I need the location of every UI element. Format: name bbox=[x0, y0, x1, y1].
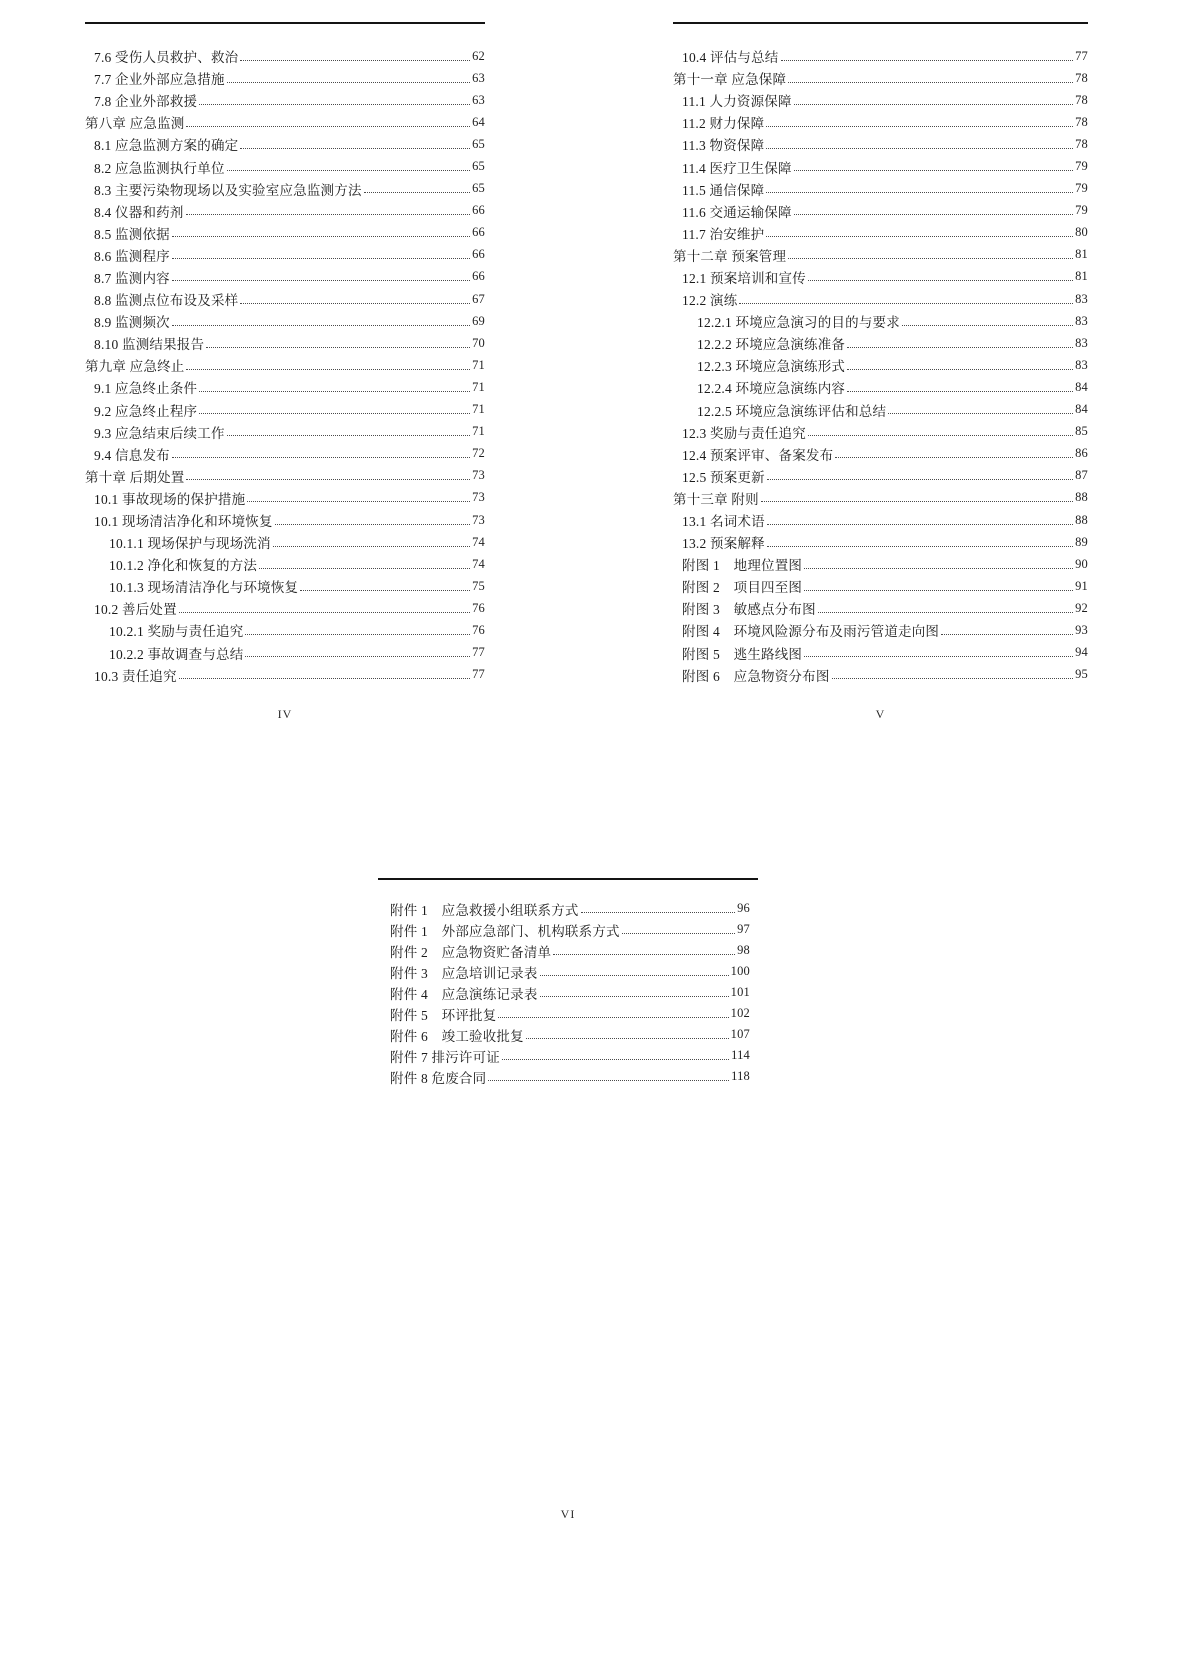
dot-leader bbox=[781, 60, 1074, 61]
attachments-page-vi bbox=[378, 878, 758, 1087]
toc-entry bbox=[673, 89, 1088, 111]
toc-entry-title: 附图 4 环境风险源分布及雨污管道走向图 bbox=[682, 624, 940, 640]
toc-entry bbox=[673, 266, 1088, 288]
toc-entry bbox=[85, 67, 485, 89]
toc-entry-title: 附件 5 环评批复 bbox=[390, 1007, 497, 1023]
toc-entry-title: 附件 1 应急救援小组联系方式 bbox=[390, 902, 579, 918]
dot-leader bbox=[227, 82, 470, 83]
page-v-header-rule bbox=[673, 22, 1088, 24]
toc-entry-title: 12.4 预案评审、备案发布 bbox=[682, 447, 834, 463]
toc-entry-title: 12.2 演练 bbox=[682, 293, 738, 309]
toc-entry-title: 7.7 企业外部应急措施 bbox=[94, 72, 225, 88]
toc-entry bbox=[673, 575, 1088, 597]
dot-leader bbox=[767, 524, 1073, 525]
dot-leader bbox=[553, 954, 735, 955]
dot-leader bbox=[581, 912, 735, 913]
toc-entry-page-number: 62 bbox=[472, 48, 485, 63]
toc-entry-page-number: 65 bbox=[472, 181, 485, 196]
dot-leader bbox=[808, 280, 1073, 281]
toc-entry-title: 12.1 预案培训和宣传 bbox=[682, 270, 806, 286]
dot-leader bbox=[766, 148, 1073, 149]
toc-entry-page-number: 89 bbox=[1075, 534, 1088, 549]
toc-entry-page-number: 79 bbox=[1075, 181, 1088, 196]
dot-leader bbox=[227, 170, 470, 171]
dot-leader bbox=[186, 126, 470, 127]
toc-entry bbox=[673, 200, 1088, 222]
toc-entry bbox=[673, 597, 1088, 619]
dot-leader bbox=[788, 258, 1073, 259]
toc-entry-title: 附图 5 逃生路线图 bbox=[682, 646, 803, 662]
toc-entry-page-number: 93 bbox=[1075, 622, 1088, 637]
toc-entry bbox=[378, 1024, 758, 1045]
toc-entry bbox=[673, 664, 1088, 686]
toc-entry bbox=[673, 111, 1088, 133]
dot-leader bbox=[206, 347, 470, 348]
toc-entry-page-number: 101 bbox=[730, 985, 750, 999]
toc-entry bbox=[85, 266, 485, 288]
toc-entry bbox=[85, 155, 485, 177]
toc-entry-page-number: 77 bbox=[472, 667, 485, 682]
toc-entry-title: 11.2 财力保障 bbox=[682, 116, 765, 132]
toc-entry bbox=[673, 553, 1088, 575]
toc-entry bbox=[673, 354, 1088, 376]
toc-entry bbox=[85, 509, 485, 531]
toc-entry-page-number: 73 bbox=[472, 468, 485, 483]
toc-entry-title: 10.1 事故现场的保护措施 bbox=[94, 491, 246, 507]
toc-entry bbox=[85, 443, 485, 465]
dot-leader bbox=[199, 391, 470, 392]
dot-leader bbox=[794, 104, 1073, 105]
toc-entry-page-number: 78 bbox=[1075, 114, 1088, 129]
dot-leader bbox=[818, 612, 1073, 613]
toc-entry-title: 10.1.2 净化和恢复的方法 bbox=[109, 558, 258, 574]
dot-leader bbox=[240, 60, 470, 61]
toc-entry-title: 附图 2 项目四至图 bbox=[682, 580, 803, 596]
toc-entry-title: 11.6 交通运输保障 bbox=[682, 204, 792, 220]
toc-entry-page-number: 66 bbox=[472, 247, 485, 262]
toc-entry-title: 附图 3 敏感点分布图 bbox=[682, 602, 816, 618]
toc-entry-title: 附件 7 排污许可证 bbox=[390, 1049, 500, 1065]
toc-entry-title: 附件 2 应急物资贮备清单 bbox=[390, 944, 552, 960]
toc-entry-title: 10.4 评估与总结 bbox=[682, 50, 779, 66]
toc-entry-page-number: 73 bbox=[472, 490, 485, 505]
dot-leader bbox=[766, 126, 1073, 127]
toc-entry bbox=[673, 155, 1088, 177]
dot-leader bbox=[488, 1080, 729, 1081]
dot-leader bbox=[172, 325, 470, 326]
toc-entry-title: 10.1 现场清洁净化和环境恢复 bbox=[94, 514, 273, 530]
toc-entry-page-number: 77 bbox=[472, 645, 485, 660]
toc-entry-page-number: 90 bbox=[1075, 556, 1088, 571]
dot-leader bbox=[847, 347, 1073, 348]
dot-leader bbox=[364, 192, 470, 193]
toc-entry bbox=[673, 244, 1088, 266]
toc-entry bbox=[85, 222, 485, 244]
toc-entry-title: 9.4 信息发布 bbox=[94, 447, 170, 463]
toc-entry-page-number: 67 bbox=[472, 291, 485, 306]
dot-leader bbox=[767, 546, 1073, 547]
toc-entry-title: 7.8 企业外部救援 bbox=[94, 94, 198, 110]
dot-leader bbox=[172, 457, 470, 458]
toc-entry-title: 7.6 受伤人员救护、救治 bbox=[94, 50, 239, 66]
toc-entry-title: 13.1 名词术语 bbox=[682, 514, 765, 530]
toc-entry-page-number: 94 bbox=[1075, 645, 1088, 660]
toc-entry-page-number: 78 bbox=[1075, 92, 1088, 107]
dot-leader bbox=[199, 413, 470, 414]
toc-entry-title: 8.9 监测频次 bbox=[94, 315, 170, 331]
toc-entry-title: 11.4 医疗卫生保障 bbox=[682, 160, 792, 176]
toc-entry bbox=[673, 376, 1088, 398]
dot-leader bbox=[245, 656, 470, 657]
toc-entry-page-number: 78 bbox=[1075, 136, 1088, 151]
toc-entry-title: 附件 3 应急培训记录表 bbox=[390, 965, 538, 981]
toc-entry bbox=[85, 531, 485, 553]
toc-entry bbox=[673, 465, 1088, 487]
toc-entry bbox=[85, 376, 485, 398]
toc-entry bbox=[673, 509, 1088, 531]
dot-leader bbox=[804, 656, 1073, 657]
toc-entry-title: 8.2 应急监测执行单位 bbox=[94, 160, 225, 176]
toc-entry-title: 附件 8 危废合同 bbox=[390, 1070, 487, 1086]
toc-entry-page-number: 92 bbox=[1075, 600, 1088, 615]
toc-entry-page-number: 86 bbox=[1075, 446, 1088, 461]
toc-entry bbox=[85, 597, 485, 619]
dot-leader bbox=[498, 1017, 728, 1018]
toc-entry-title: 13.2 预案解释 bbox=[682, 536, 765, 552]
dot-leader bbox=[804, 590, 1073, 591]
toc-entry-page-number: 64 bbox=[472, 114, 485, 129]
toc-entry-page-number: 84 bbox=[1075, 402, 1088, 417]
toc-entry-title: 附图 1 地理位置图 bbox=[682, 558, 803, 574]
toc-entry-page-number: 96 bbox=[737, 901, 750, 915]
toc-entry bbox=[673, 399, 1088, 421]
dot-leader bbox=[902, 325, 1073, 326]
dot-leader bbox=[186, 369, 470, 370]
page-vi-footer-number: VI bbox=[560, 1507, 576, 1521]
toc-entry-page-number: 91 bbox=[1075, 578, 1088, 593]
toc-entry bbox=[85, 332, 485, 354]
toc-entry-title: 12.2.3 环境应急演练形式 bbox=[697, 359, 846, 375]
toc-entry bbox=[85, 354, 485, 376]
toc-entry-title: 12.3 奖励与责任追究 bbox=[682, 425, 806, 441]
toc-entry bbox=[673, 487, 1088, 509]
dot-leader bbox=[540, 996, 729, 997]
toc-entry-title: 10.2.1 奖励与责任追究 bbox=[109, 624, 244, 640]
dot-leader bbox=[227, 435, 470, 436]
toc-entry-page-number: 78 bbox=[1075, 70, 1088, 85]
toc-entry bbox=[85, 133, 485, 155]
toc-entry-page-number: 95 bbox=[1075, 667, 1088, 682]
toc-entry bbox=[378, 1066, 758, 1087]
toc-entry-title: 第十三章 附则 bbox=[673, 491, 759, 507]
toc-entry bbox=[673, 332, 1088, 354]
dot-leader bbox=[766, 192, 1073, 193]
toc-entry-title: 11.7 治安维护 bbox=[682, 226, 765, 242]
toc-entry bbox=[673, 222, 1088, 244]
toc-entry-title: 10.1.3 现场清洁净化与环境恢复 bbox=[109, 580, 299, 596]
toc-entry-title: 11.3 物资保障 bbox=[682, 138, 765, 154]
toc-entry-title: 第十章 后期处置 bbox=[85, 469, 185, 485]
dot-leader bbox=[172, 236, 470, 237]
dot-leader bbox=[186, 479, 470, 480]
dot-leader bbox=[739, 303, 1073, 304]
dot-leader bbox=[275, 524, 470, 525]
toc-entry bbox=[673, 642, 1088, 664]
dot-leader bbox=[259, 568, 470, 569]
toc-entry bbox=[378, 940, 758, 961]
toc-entry-page-number: 84 bbox=[1075, 379, 1088, 394]
dot-leader bbox=[761, 501, 1073, 502]
dot-leader bbox=[888, 413, 1073, 414]
toc-entry-page-number: 100 bbox=[730, 964, 750, 978]
toc-entry bbox=[85, 89, 485, 111]
toc-entry-page-number: 76 bbox=[472, 600, 485, 615]
dot-leader bbox=[186, 214, 471, 215]
toc-entry-page-number: 98 bbox=[737, 943, 750, 957]
toc-entry-page-number: 83 bbox=[1075, 313, 1088, 328]
toc-entry-title: 9.2 应急终止程序 bbox=[94, 403, 198, 419]
dot-leader bbox=[240, 303, 470, 304]
page-iv-header-rule bbox=[85, 22, 485, 24]
dot-leader bbox=[766, 236, 1073, 237]
dot-leader bbox=[941, 634, 1073, 635]
toc-entry-page-number: 85 bbox=[1075, 424, 1088, 439]
toc-page-v bbox=[673, 22, 1088, 686]
toc-entry-page-number: 118 bbox=[731, 1069, 750, 1083]
toc-entry-page-number: 87 bbox=[1075, 468, 1088, 483]
page-vi-entries bbox=[378, 898, 758, 1087]
toc-entry-title: 8.5 监测依据 bbox=[94, 226, 170, 242]
dot-leader bbox=[502, 1059, 729, 1060]
toc-entry bbox=[85, 619, 485, 641]
dot-leader bbox=[273, 546, 470, 547]
page-vi-header-rule bbox=[378, 878, 758, 880]
toc-entry-page-number: 73 bbox=[472, 512, 485, 527]
toc-entry-title: 10.1.1 现场保护与现场洗消 bbox=[109, 536, 271, 552]
toc-entry-title: 12.2.4 环境应急演练内容 bbox=[697, 381, 846, 397]
toc-entry-title: 附图 6 应急物资分布图 bbox=[682, 668, 830, 684]
toc-entry-page-number: 66 bbox=[472, 269, 485, 284]
toc-entry-page-number: 74 bbox=[472, 534, 485, 549]
toc-entry-page-number: 97 bbox=[737, 922, 750, 936]
toc-entry-page-number: 102 bbox=[730, 1006, 750, 1020]
toc-entry-page-number: 69 bbox=[472, 313, 485, 328]
toc-entry bbox=[85, 178, 485, 200]
toc-entry-page-number: 88 bbox=[1075, 490, 1088, 505]
dot-leader bbox=[804, 568, 1073, 569]
toc-entry bbox=[85, 310, 485, 332]
toc-entry-title: 11.1 人力资源保障 bbox=[682, 94, 792, 110]
toc-entry-page-number: 65 bbox=[472, 159, 485, 174]
toc-entry bbox=[85, 399, 485, 421]
toc-entry bbox=[378, 919, 758, 940]
toc-entry bbox=[85, 642, 485, 664]
toc-entry bbox=[85, 465, 485, 487]
toc-entry bbox=[85, 200, 485, 222]
toc-entry-title: 8.10 监测结果报告 bbox=[94, 337, 205, 353]
toc-entry-title: 8.4 仪器和药剂 bbox=[94, 204, 184, 220]
toc-entry-title: 11.5 通信保障 bbox=[682, 182, 765, 198]
toc-entry bbox=[85, 487, 485, 509]
toc-entry-title: 9.1 应急终止条件 bbox=[94, 381, 198, 397]
dot-leader bbox=[835, 457, 1073, 458]
toc-entry-page-number: 76 bbox=[472, 622, 485, 637]
dot-leader bbox=[240, 148, 470, 149]
toc-entry-title: 12.5 预案更新 bbox=[682, 469, 765, 485]
toc-entry bbox=[85, 244, 485, 266]
toc-entry-title: 12.2.2 环境应急演练准备 bbox=[697, 337, 846, 353]
toc-entry bbox=[673, 178, 1088, 200]
toc-entry-page-number: 80 bbox=[1075, 225, 1088, 240]
toc-entry-page-number: 79 bbox=[1075, 159, 1088, 174]
dot-leader bbox=[172, 280, 470, 281]
toc-entry-page-number: 83 bbox=[1075, 291, 1088, 306]
toc-entry-page-number: 77 bbox=[1075, 48, 1088, 63]
toc-entry-page-number: 75 bbox=[472, 578, 485, 593]
toc-entry-title: 附件 6 竣工验收批复 bbox=[390, 1028, 524, 1044]
toc-entry bbox=[673, 443, 1088, 465]
toc-entry-page-number: 81 bbox=[1075, 247, 1088, 262]
toc-entry-page-number: 70 bbox=[472, 335, 485, 350]
toc-entry-title: 第八章 应急监测 bbox=[85, 116, 185, 132]
dot-leader bbox=[172, 258, 470, 259]
toc-entry-page-number: 66 bbox=[472, 225, 485, 240]
toc-entry-page-number: 66 bbox=[472, 203, 485, 218]
dot-leader bbox=[540, 975, 729, 976]
toc-entry-title: 附件 4 应急演练记录表 bbox=[390, 986, 538, 1002]
toc-entry-title: 8.6 监测程序 bbox=[94, 248, 170, 264]
dot-leader bbox=[847, 391, 1073, 392]
toc-entry bbox=[85, 575, 485, 597]
toc-entry-title: 8.1 应急监测方案的确定 bbox=[94, 138, 239, 154]
toc-entry-page-number: 79 bbox=[1075, 203, 1088, 218]
toc-entry bbox=[378, 1045, 758, 1066]
dot-leader bbox=[767, 479, 1073, 480]
toc-entry bbox=[673, 310, 1088, 332]
toc-entry-page-number: 83 bbox=[1075, 357, 1088, 372]
toc-entry-title: 10.2.2 事故调查与总结 bbox=[109, 646, 244, 662]
toc-entry bbox=[85, 553, 485, 575]
dot-leader bbox=[526, 1038, 729, 1039]
toc-entry bbox=[378, 898, 758, 919]
toc-entry-page-number: 74 bbox=[472, 556, 485, 571]
toc-entry bbox=[85, 45, 485, 67]
dot-leader bbox=[832, 678, 1074, 679]
toc-entry-page-number: 88 bbox=[1075, 512, 1088, 527]
toc-entry-title: 第九章 应急终止 bbox=[85, 359, 185, 375]
toc-entry-title: 8.3 主要污染物现场以及实验室应急监测方法 bbox=[94, 182, 362, 198]
toc-entry-page-number: 83 bbox=[1075, 335, 1088, 350]
toc-entry bbox=[85, 664, 485, 686]
dot-leader bbox=[179, 612, 470, 613]
toc-entry-title: 12.2.5 环境应急演练评估和总结 bbox=[697, 403, 887, 419]
dot-leader bbox=[788, 82, 1073, 83]
page-v-footer-number: V bbox=[875, 707, 886, 721]
dot-leader bbox=[179, 678, 470, 679]
toc-entry-title: 8.8 监测点位布设及采样 bbox=[94, 293, 239, 309]
toc-entry bbox=[378, 961, 758, 982]
toc-entry-title: 附件 1 外部应急部门、机构联系方式 bbox=[390, 923, 620, 939]
dot-leader bbox=[794, 170, 1073, 171]
toc-entry-page-number: 71 bbox=[472, 424, 485, 439]
dot-leader bbox=[300, 590, 470, 591]
toc-entry bbox=[673, 421, 1088, 443]
toc-entry-title: 10.3 责任追究 bbox=[94, 668, 177, 684]
toc-entry-page-number: 71 bbox=[472, 357, 485, 372]
toc-page-iv bbox=[85, 22, 485, 686]
dot-leader bbox=[247, 501, 470, 502]
toc-entry bbox=[378, 982, 758, 1003]
toc-entry-title: 12.2.1 环境应急演习的目的与要求 bbox=[697, 315, 900, 331]
toc-entry bbox=[673, 619, 1088, 641]
toc-entry-title: 9.3 应急结束后续工作 bbox=[94, 425, 225, 441]
toc-entry bbox=[378, 1003, 758, 1024]
toc-entry-page-number: 81 bbox=[1075, 269, 1088, 284]
dot-leader bbox=[808, 435, 1073, 436]
dot-leader bbox=[199, 104, 470, 105]
dot-leader bbox=[245, 634, 470, 635]
toc-entry-page-number: 114 bbox=[731, 1048, 750, 1062]
toc-entry-page-number: 72 bbox=[472, 446, 485, 461]
page-iv-footer-number: IV bbox=[277, 707, 293, 721]
toc-entry-page-number: 63 bbox=[472, 92, 485, 107]
toc-entry-page-number: 65 bbox=[472, 136, 485, 151]
toc-entry-title: 8.7 监测内容 bbox=[94, 270, 170, 286]
toc-entry-title: 第十二章 预案管理 bbox=[673, 248, 787, 264]
toc-entry-page-number: 71 bbox=[472, 402, 485, 417]
toc-entry-page-number: 107 bbox=[730, 1027, 750, 1041]
toc-entry bbox=[85, 111, 485, 133]
toc-entry-page-number: 63 bbox=[472, 70, 485, 85]
page-v-entries bbox=[673, 45, 1088, 686]
toc-entry-page-number: 71 bbox=[472, 379, 485, 394]
toc-entry bbox=[673, 45, 1088, 67]
dot-leader bbox=[622, 933, 735, 934]
toc-entry bbox=[673, 133, 1088, 155]
toc-entry bbox=[85, 421, 485, 443]
dot-leader bbox=[794, 214, 1073, 215]
toc-entry bbox=[673, 531, 1088, 553]
toc-entry-title: 第十一章 应急保障 bbox=[673, 72, 787, 88]
page-iv-entries bbox=[85, 45, 485, 686]
toc-entry bbox=[673, 288, 1088, 310]
toc-entry bbox=[85, 288, 485, 310]
toc-entry bbox=[673, 67, 1088, 89]
dot-leader bbox=[847, 369, 1073, 370]
toc-entry-title: 10.2 善后处置 bbox=[94, 602, 177, 618]
